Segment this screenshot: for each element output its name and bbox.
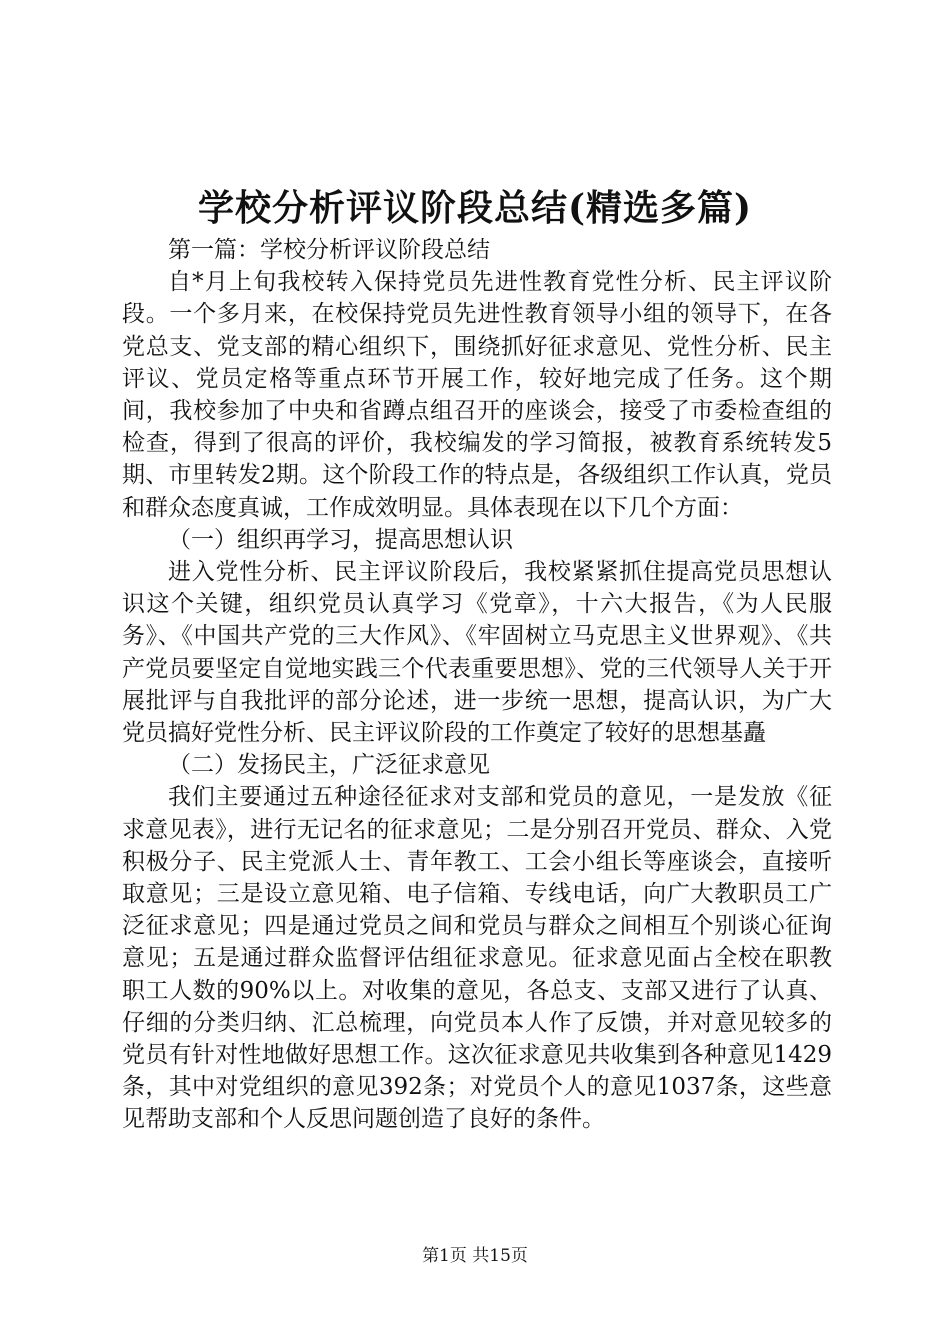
document-body <box>122 234 832 1136</box>
paragraph-study: 进入党性分析、民主评议阶段后，我校紧紧抓住提高党员思想认识这个关键，组织党员认真学习《党章》，十六大报告，《为人民服务》、《中国共产党的三大作风》、《牢固树立马克思主义世界观》、《共产党员要坚定自觉地实践三个代表重要思想》、党的三代领导人关于开展批评与自我批评的部分论述，进一步统一思想，提高认识，为广大党员搞好党性分析、民主评议阶段的工作奠定了较好的思想基矗 <box>122 559 832 747</box>
section-heading-part-one: 第一篇：学校分析评议阶段总结 <box>168 237 490 263</box>
page-number-footer: 第1页 共15页 <box>422 1246 528 1266</box>
section-heading-two: （二）发扬民主，广泛征求意见 <box>168 752 490 779</box>
document-title: 学校分析评议阶段总结(精选多篇) <box>197 187 753 229</box>
section-heading-one: （一）组织再学习，提高思想认识 <box>168 526 513 553</box>
paragraph-intro: 自*月上旬我校转入保持党员先进性教育党性分析、民主评议阶段。一个多月来，在校保持党员先进性教育领导小组的领导下，在各党总支、党支部的精心组织下，围绕抓好征求意见、党性分析、民主评议、党员定格等重点环节开展工作，较好地完成了任务。这个期间，我校参加了中央和省蹲点组召开的座谈会，接受了市委检查组的检查，得到了很高的评价，我校编发的学习简报，被教育系统转发5期、市里转发2期。这个阶段工作的特点是，各级组织工作认真，党员和群众态度真诚，工作成效明显。具体表现在以下几个方面： <box>122 269 832 521</box>
paragraph-opinions: 我们主要通过五种途径征求对支部和党员的意见，一是发放《征求意见表》，进行无记名的征求意见；二是分别召开党员、群众、入党积极分子、民主党派人士、青年教工、工会小组长等座谈会，直接听取意见；三是设立意见箱、电子信箱、专线电话，向广大教职员工广泛征求意见；四是通过党员之间和党员与群众之间相互个别谈心征询意见；五是通过群众监督评估组征求意见。征求意见面占全校在职教职工人数的90%以上。对收集的意见，各总支、支部又进行了认真、仔细的分类归纳、汇总梳理，向党员本人作了反馈，并对意见较多的党员有针对性地做好思想工作。这次征求意见共收集到各种意见1429条，其中对党组织的意见392条；对党员个人的意见1037条，这些意见帮助支部和个人反思问题创造了良好的条件。 <box>122 784 832 1133</box>
